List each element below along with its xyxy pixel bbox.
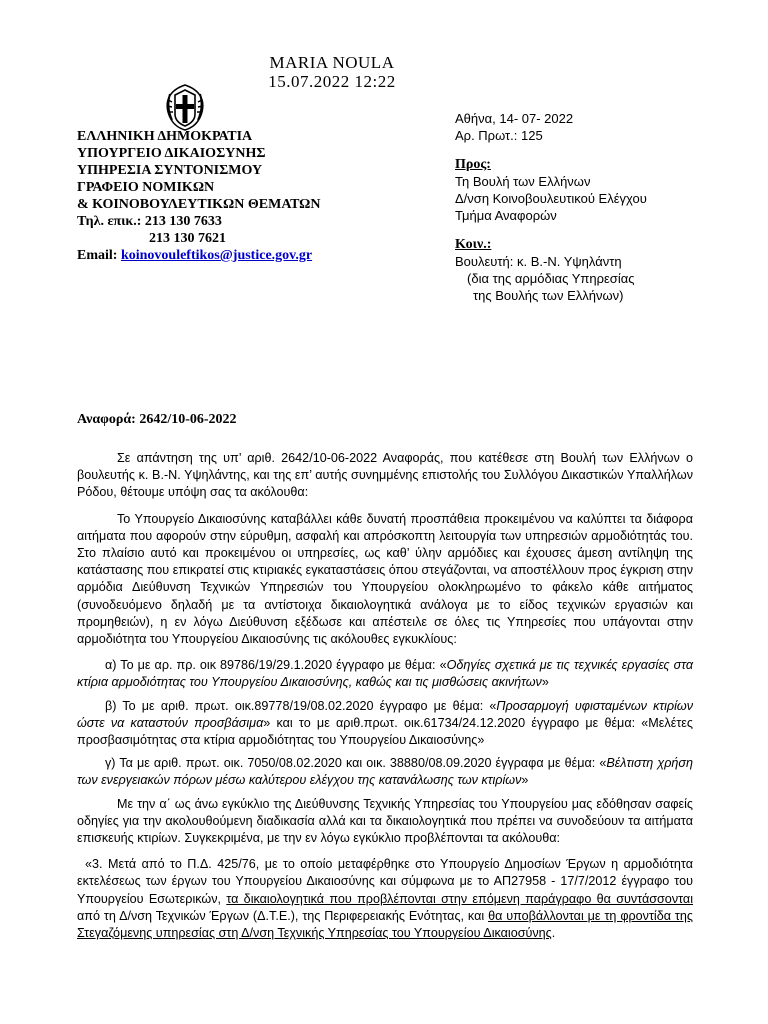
cc-line: (δια της αρμόδιας Υπηρεσίας (467, 271, 635, 286)
sender-line: ΥΠΗΡΕΣΙΑ ΣΥΝΤΟΝΙΣΜΟΥ (77, 163, 263, 178)
quoted-circular: «3. Μετά από το Π.Δ. 425/76, με το οποίο μεταφέρθηκε στο Υπουργείο Δημοσίων Έργων η αρμοδιότητα εκτελέσεως των έργων του Υπουργείου Δικαιοσύνης και σύμφωνα με το ΑΠ27958 - 17/7/2012 έγγραφο του Υπουργείου Εσωτερικών, τα δικαιολογητικά που προβλέπονται στην επόμενη παράγραφο θα συντάσσονται από τη Δ/νση Τεχνικών Έργων (Δ.Τ.Ε.), της Περιφερειακής Ενότητας, και θα υποβάλλονται με τη φροντίδα της Στεγαζόμενης υπηρεσίας στη Δ/νση Τεχνικής Υπηρεσίας του Υπουργείου Δικαιοσύνης. (77, 857, 693, 941)
sender-line: ΓΡΑΦΕΙΟ ΝΟΜΙΚΩΝ (77, 180, 215, 195)
email-label: Email: (77, 248, 121, 263)
body-paragraph: Με την α΄ ως άνω εγκύκλιο της Διεύθυνσης Τεχνικής Υπηρεσίας του Υπουργείου μας εδόθησαν σαφείς οδηγίες για την ακολουθούμενη διαδικασία αλλά και τα δικαιολογητικά που πρέπει να συνοδεύουν τα αιτήματα επισκευής κτιρίων. Συγκεκριμένα, με την εν λόγω εγκύκλιο προβλέπονται τα ακόλουθα: (77, 796, 693, 846)
sender-line: ΕΛΛΗΝΙΚΗ ΔΗΜΟΚΡΑΤΙΑ (77, 129, 253, 144)
letter-body (77, 450, 693, 951)
cc-line: της Βουλής των Ελλήνων) (473, 288, 624, 303)
recipient-line: Τη Βουλή των Ελλήνων (455, 174, 591, 189)
cc-label: Κοιν.: (455, 237, 492, 252)
list-item-a: α) Το με αρ. πρ. οικ 89786/19/29.1.2020 έγγραφο με θέμα: «Οδηγίες σχετικά με τις τεχνικές εργασίες στα κτίρια αρμοδιότητας του Υπουργείου Δικαιοσύνης, καθώς και τις μισθώσεις ακινήτων» (77, 658, 693, 690)
letter-date: Αθήνα, 14- 07- 2022 (455, 111, 574, 126)
report-reference: Αναφορά: 2642/10-06-2022 (77, 412, 237, 427)
digital-signature (262, 53, 402, 91)
list-item-c: γ) Τα με αριθ. πρωτ. οικ. 7050/08.02.2020 και οικ. 38880/08.09.2020 έγγραφα με θέμα: «Βέλτιστη χρήση των ενεργειακών πόρων μέσω καλύτερου ελέγχου της κατανάλωσης των κτιρίων» (77, 756, 694, 788)
signature-name: MARIA NOULA (269, 53, 395, 72)
cc-line: Βουλευτή: κ. Β.-Ν. Υψηλάντη (455, 254, 622, 269)
sender-block (77, 128, 367, 264)
list-item-b: β) Το με αριθ. πρωτ. οικ.89778/19/08.02.2020 έγγραφο με θέμα: «Προσαρμογή υφισταμένων κτιρίων ώστε να καταστούν προσβάσιμα» και το με αριθ.πρωτ. οικ.61734/24.12.2020 έγγραφο με θέμα: «Μελέτες προσβασιμότητας στα κτίρια αρμοδιότητας του Υπουργείου Δικαιοσύνης» (77, 698, 693, 748)
sender-phone-2: 213 130 7621 (149, 231, 226, 246)
recipient-line: Τμήμα Αναφορών (455, 208, 557, 223)
greek-emblem-icon (160, 82, 210, 132)
sender-phone: Τηλ. επικ.: 213 130 7633 (77, 214, 222, 229)
email-link[interactable]: koinovouleftikos@justice.gov.gr (120, 248, 313, 263)
body-paragraph: Το Υπουργείο Δικαιοσύνης καταβάλλει κάθε δυνατή προσπάθεια προκειμένου να καλύπτει τα διάφορα αιτήματα που αφορούν στην εύρυθμη, ασφαλή και απρόσκοπτη λειτουργία των υπηρεσιών αρμοδιότητάς του. Στο πλαίσιο αυτό και προκειμένου οι υπηρεσίες, ως καθ’ ύλην αρμόδιες και έχουσες άμεση αντίληψη της κατάστασης που επικρατεί στις κτιριακές εγκαταστάσεις όπου στεγάζονται, να αποστέλλουν προς έγκριση στην αρμόδια Διεύθυνση Τεχνικών Υπηρεσιών του Υπουργείου ολοκληρωμένο το φάκελο κάθε αιτήματος (συνοδευόμενο δηλαδή με τα αντίστοιχα δικαιολογητικά ανάλογα με το είδος τεχνικών εργασιών και προμηθειών), η εν λόγω Διεύθυνση εξέδωσε και απέστειλε σε όλες τις Υπηρεσίες που υπάγονται στην αρμοδιότητα του Υπουργείου Δικαιοσύνης τις ακόλουθες εγκυκλίους: (77, 511, 693, 647)
signature-datetime: 15.07.2022 12:22 (268, 72, 396, 91)
body-paragraph: Σε απάντηση της υπ’ αριθ. 2642/10-06-2022 Αναφοράς, που κατέθεσε στη Βουλή των Ελλήνων ο βουλευτής κ. Β.-Ν. Υψηλάντης, και της επ’ αυτής συνημμένης επιστολής του Συλλόγου Δικαστικών Υπαλλήλων Ρόδου, θέτουμε υπόψη σας τα ακόλουθα: (77, 451, 693, 500)
sender-line: & ΚΟΙΝΟΒΟΥΛΕΥΤΙΚΩΝ ΘΕΜΑΤΩΝ (77, 197, 321, 212)
recipient-block (455, 110, 705, 304)
sender-line: ΥΠΟΥΡΓΕΙΟ ΔΙΚΑΙΟΣΥΝΗΣ (77, 146, 266, 161)
recipient-line: Δ/νση Κοινοβουλευτικού Ελέγχου (455, 191, 647, 206)
protocol-number: Αρ. Πρωτ.: 125 (455, 128, 543, 143)
to-label: Προς: (455, 157, 491, 172)
sender-email-row (77, 247, 367, 264)
